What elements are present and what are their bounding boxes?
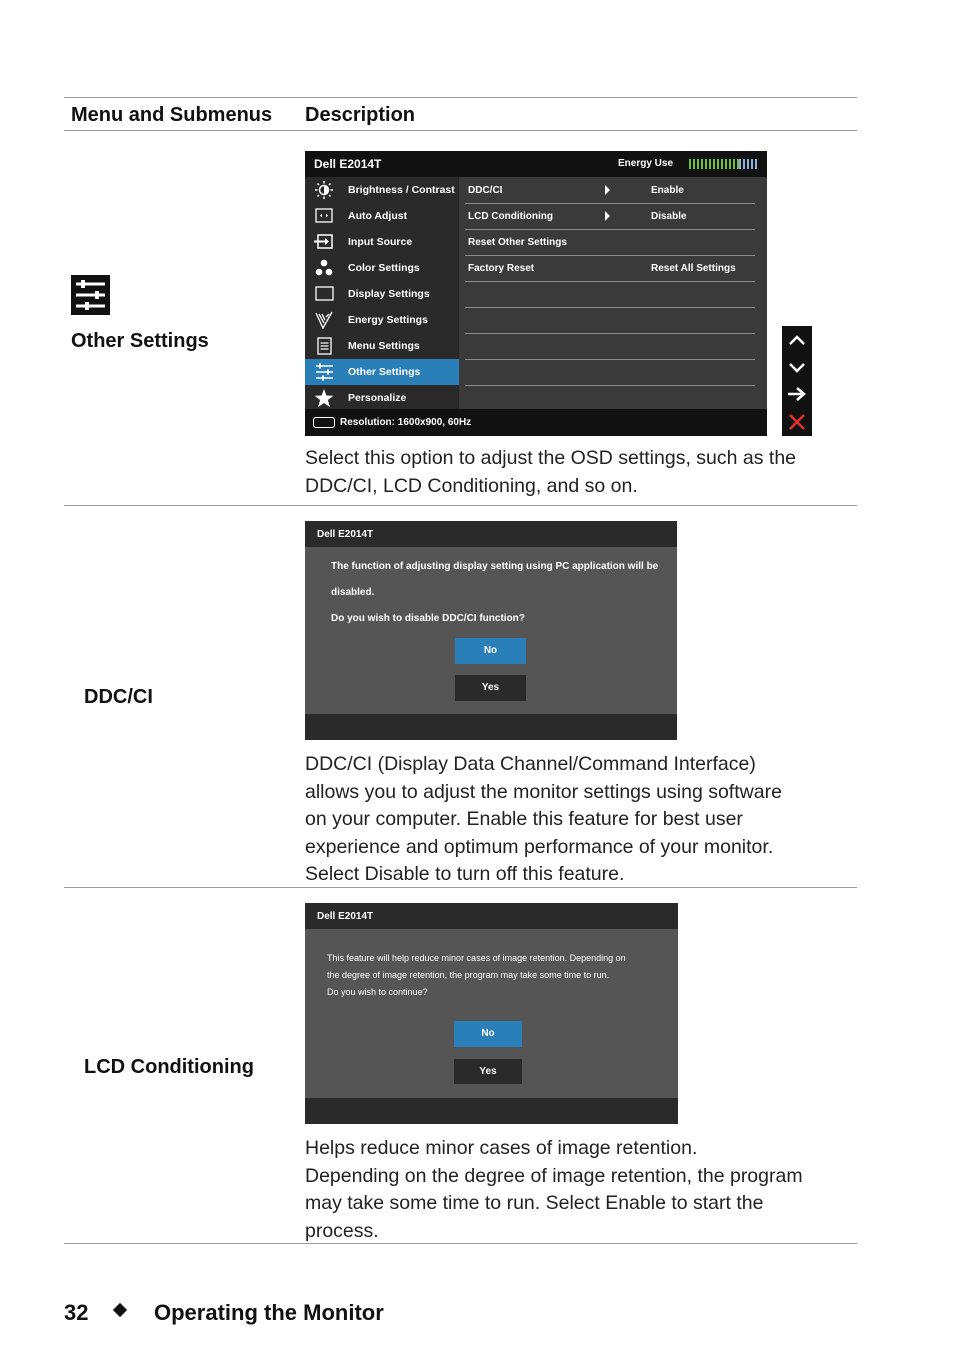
table-top-rule bbox=[64, 97, 857, 98]
description-line: allows you to adjust the monitor settings using software bbox=[305, 780, 782, 803]
osd-menu-label: Other Settings bbox=[348, 366, 421, 378]
yes-button[interactable]: Yes bbox=[455, 675, 526, 701]
dialog-title: Dell E2014T bbox=[317, 911, 374, 922]
osd-menu-label: Brightness / Contrast bbox=[348, 184, 455, 196]
osd-submenu-row-empty bbox=[465, 307, 755, 334]
page-number: 32 bbox=[64, 1300, 89, 1325]
lcd-conditioning-dialog bbox=[305, 903, 678, 1124]
description-line: process. bbox=[305, 1219, 379, 1242]
row-label-other-settings: Other Settings bbox=[71, 330, 209, 352]
description-line: DDC/CI, LCD Conditioning, and so on. bbox=[305, 474, 638, 497]
other-settings-icon bbox=[71, 275, 110, 315]
osd-submenu-row-ddcci[interactable] bbox=[465, 177, 755, 204]
dialog-text: This feature will help reduce minor cases of image retention. Depending on bbox=[327, 953, 626, 963]
input-source-icon bbox=[314, 233, 334, 251]
menu-settings-icon bbox=[314, 337, 334, 355]
dialog-text: the degree of image retention, the program may take some time to run. bbox=[327, 970, 610, 980]
osd-menu-list bbox=[305, 177, 459, 409]
submenu-label: Reset Other Settings bbox=[468, 237, 567, 248]
osd-menu-item-personalize[interactable] bbox=[305, 385, 459, 411]
osd-menu-label: Auto Adjust bbox=[348, 210, 408, 222]
yes-button[interactable]: Yes bbox=[454, 1059, 522, 1084]
column-header-menu: Menu and Submenus bbox=[71, 104, 273, 126]
description-line: may take some time to run. Select Enable to start the bbox=[305, 1192, 764, 1214]
dialog-text: Do you wish to disable DDC/CI function? bbox=[331, 613, 525, 624]
osd-menu-label: Color Settings bbox=[348, 262, 420, 274]
diamond-icon bbox=[113, 1303, 127, 1317]
dialog-footer bbox=[305, 714, 677, 740]
submenu-label: Factory Reset bbox=[468, 263, 535, 274]
osd-submenu-row-lcd-conditioning[interactable] bbox=[465, 203, 755, 230]
dialog-text: The function of adjusting display setting using PC application will be bbox=[331, 561, 659, 572]
osd-menu-label: Energy Settings bbox=[348, 314, 428, 326]
display-settings-icon bbox=[314, 285, 334, 303]
no-button[interactable]: No bbox=[454, 1021, 522, 1047]
submenu-value: Enable bbox=[651, 185, 684, 196]
dialog-title-bar bbox=[305, 903, 678, 929]
ddcci-dialog bbox=[305, 521, 677, 740]
description-line: DDC/CI (Display Data Channel/Command Interface) bbox=[305, 753, 756, 775]
energy-use-meter bbox=[689, 159, 759, 169]
osd-menu-item-display-settings[interactable] bbox=[305, 281, 459, 307]
resolution-text: Resolution: 1600x900, 60Hz bbox=[340, 417, 472, 428]
osd-menu-item-input-source[interactable] bbox=[305, 229, 459, 255]
osd-title: Dell E2014T bbox=[314, 157, 382, 171]
enter-icon[interactable] bbox=[787, 384, 807, 404]
osd-submenu-row-factory-reset[interactable] bbox=[465, 255, 755, 282]
brightness-icon bbox=[314, 181, 334, 199]
osd-navigation-buttons bbox=[782, 326, 812, 436]
auto-adjust-icon bbox=[314, 207, 334, 225]
vga-connector-icon bbox=[313, 417, 335, 428]
description-line: on your computer. Enable this feature for best user bbox=[305, 808, 743, 830]
submenu-value: Reset All Settings bbox=[651, 263, 736, 274]
arrow-right-icon bbox=[605, 211, 610, 221]
other-settings-icon bbox=[314, 363, 334, 381]
dialog-footer bbox=[305, 1098, 678, 1124]
energy-settings-icon bbox=[314, 311, 334, 329]
ddcci-description bbox=[305, 751, 782, 889]
color-settings-icon bbox=[314, 259, 334, 277]
osd-menu-item-color-settings[interactable] bbox=[305, 255, 459, 281]
lcd-conditioning-description bbox=[305, 1135, 803, 1245]
no-button[interactable]: No bbox=[455, 638, 526, 664]
description-line: Depending on the degree of image retention, the program bbox=[305, 1164, 803, 1187]
exit-icon[interactable] bbox=[787, 412, 807, 432]
energy-use-label: Energy Use bbox=[618, 158, 674, 169]
dialog-title: Dell E2014T bbox=[317, 529, 374, 540]
osd-menu-item-energy-settings[interactable] bbox=[305, 307, 459, 333]
up-icon[interactable] bbox=[787, 330, 807, 350]
osd-submenu-panel bbox=[459, 177, 767, 409]
submenu-value: Disable bbox=[651, 211, 687, 222]
osd-menu-label: Personalize bbox=[348, 392, 407, 404]
description-line: Helps reduce minor cases of image retention. bbox=[305, 1137, 698, 1159]
other-settings-description bbox=[305, 445, 796, 500]
osd-menu-label: Input Source bbox=[348, 236, 413, 248]
osd-submenu-row-reset-other[interactable] bbox=[465, 229, 755, 256]
header-rule bbox=[64, 130, 857, 131]
osd-status-bar bbox=[305, 409, 767, 436]
osd-menu-item-brightness[interactable] bbox=[305, 177, 459, 203]
submenu-label: DDC/CI bbox=[468, 185, 503, 196]
table-bottom-rule bbox=[64, 1243, 857, 1244]
row-rule bbox=[64, 505, 857, 506]
osd-submenu-row-empty bbox=[465, 281, 755, 308]
arrow-right-icon bbox=[605, 185, 610, 195]
row-label-ddcci: DDC/CI bbox=[84, 686, 153, 708]
osd-title-bar bbox=[305, 151, 767, 177]
section-title: Operating the Monitor bbox=[154, 1300, 384, 1325]
osd-menu-item-menu-settings[interactable] bbox=[305, 333, 459, 359]
down-icon[interactable] bbox=[787, 358, 807, 378]
description-line: experience and optimum performance of your monitor. bbox=[305, 835, 774, 858]
description-line: Select Disable to turn off this feature. bbox=[305, 863, 625, 885]
osd-menu-label: Display Settings bbox=[348, 288, 430, 300]
star-icon bbox=[314, 389, 334, 407]
osd-submenu-row-empty bbox=[465, 333, 755, 360]
dialog-text: disabled. bbox=[331, 587, 375, 598]
osd-menu-item-auto-adjust[interactable] bbox=[305, 203, 459, 229]
column-header-description: Description bbox=[305, 104, 416, 126]
row-label-lcd-conditioning: LCD Conditioning bbox=[84, 1056, 254, 1078]
row-rule bbox=[64, 887, 857, 888]
osd-main-menu bbox=[305, 151, 767, 436]
dialog-title-bar bbox=[305, 521, 677, 547]
description-line: Select this option to adjust the OSD settings, such as the bbox=[305, 447, 797, 469]
osd-menu-label: Menu Settings bbox=[348, 340, 420, 352]
submenu-label: LCD Conditioning bbox=[468, 211, 553, 222]
osd-menu-item-other-settings[interactable] bbox=[305, 359, 459, 385]
dialog-text: Do you wish to continue? bbox=[327, 987, 428, 997]
osd-submenu-row-empty bbox=[465, 359, 755, 386]
